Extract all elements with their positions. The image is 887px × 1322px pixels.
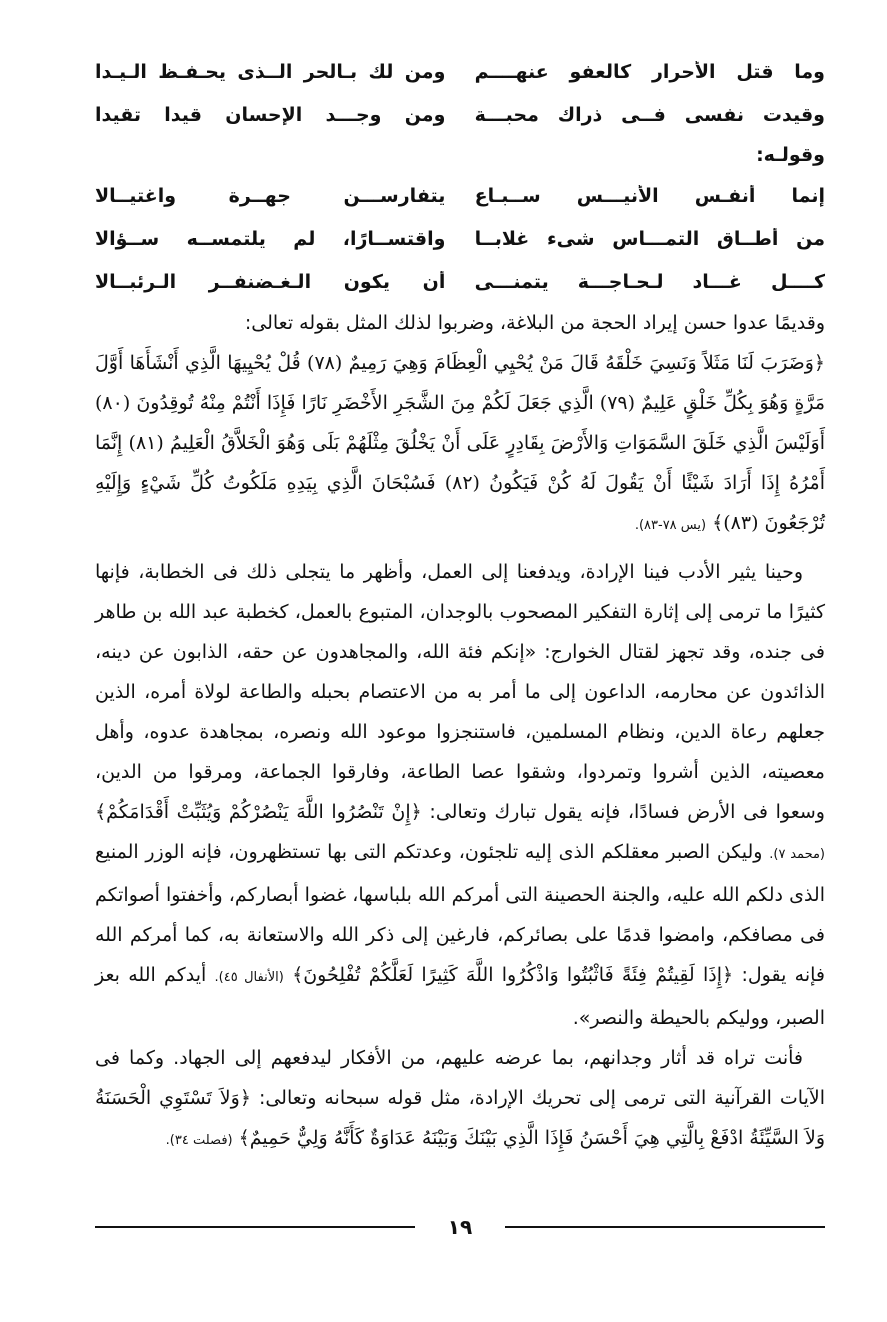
poem-block-2 [95, 174, 825, 303]
verse-first-hemistich: من أطــاق التمـــاس شىء غلابــا [474, 227, 825, 250]
verse-second-hemistich: يتفارســـن جهــرة واغتيــالا [95, 184, 446, 207]
footer-rule-right [505, 1226, 825, 1228]
verse-second-hemistich: ومن لك بـالحر الــذى يحـفـظ الـيـدا [95, 60, 446, 83]
verse-second-hemistich: واقتســارًا، لم يلتمســه ســؤالا [95, 227, 446, 250]
poem-verse [95, 260, 825, 303]
poem-verse [95, 93, 825, 136]
verse-second-hemistich: أن يكون الـغـضنفــر الـرئبــالا [95, 270, 446, 293]
paragraph-text: وحينا يثير الأدب فينا الإرادة، ويدفعنا إلى العمل، وأظهر ما يتجلى ذلك فى الخطابة، فإنها كثيرًا ما ترمى إلى إثارة التفكير المصحوب بالوجدان، المتبوع بالعمل، كخطبة عبد الله بن طاهر فى جنده، وقد تجهز لقتال الخوارج: «إنكم فئة الله، والمجاهدون عن حقه، الذابون عن دينه، الذائدون عن محارمه، الداعون إلى ما أمر به من الاعتصام بحبله والطاعة لولاة أمره، الذين جعلهم رعاة الدين، ونظام المسلمين، فاستنجزوا موعود الله ونصره، بمجاهدة عدوه، وأهل معصيته، الذين أشروا وتمردوا، وشقوا عصا الطاعة، وفارقوا الجماعة، ومرقوا من الدين، وسعوا فى الأرض فسادًا، فإنه يقول تبارك وتعالى: [95, 561, 825, 823]
paragraph-text: وقديمًا عدوا حسن إيراد الحجة من البلاغة، وضربوا لذلك المثل بقوله تعالى: [244, 312, 825, 334]
page-number: ١٩ [447, 1215, 473, 1239]
poem-intro: وقولـه: [756, 144, 825, 166]
quran-text: ﴿وَضَرَبَ لَنَا مَثَلاً وَنَسِيَ خَلْقَهُ قَالَ مَنْ يُحْيِي الْعِظَامَ وَهِيَ رَمِيمٌ (٧٨) قُلْ يُحْيِيهَا الَّذِي أَنْشَأَهَا أَوَّلَ مَرَّةٍ وَهُوَ بِكُلِّ خَلْقٍ عَلِيمٌ (٧٩) الَّذِي جَعَلَ لَكُمْ مِنَ الشَّجَرِ الأَخْضَرِ نَارًا فَإِذَا أَنْتُمْ مِنْهُ تُوقِدُونَ (٨٠) أَوَلَيْسَ الَّذِي خَلَقَ السَّمَوَاتِ وَالأَرْضَ بِقَادِرٍ عَلَى أَنْ يَخْلُقَ مِثْلَهُمْ بَلَى وَهُوَ الْخَلاَّقُ الْعَلِيمُ (٨١) إِنَّمَا أَمْرُهُ إِذَا أَرَادَ شَيْئًا أَنْ يَقُولَ لَهُ كُنْ فَيَكُونُ (٨٢) فَسُبْحَانَ الَّذِي بِيَدِهِ مَلَكُوتُ كُلِّ شَيْءٍ وَإِلَيْهِ تُرْجَعُونَ (٨٣)﴾ [95, 352, 826, 534]
poem-verse [95, 217, 825, 260]
quran-reference: (الأنفال ٤٥). [214, 970, 284, 985]
poem-verse [95, 174, 825, 217]
quran-text: ﴿إِنْ تَنْصُرُوا اللَّهَ يَنْصُرْكُمْ وَيُثَبِّتْ أَقْدَامَكُمْ﴾ [95, 801, 422, 823]
page-footer [95, 1212, 825, 1242]
paragraph-argument [95, 303, 825, 343]
verse-first-hemistich: وقيدت نفسى فــى ذراك محبـــة [474, 103, 825, 126]
quran-text: ﴿وَلاَ تَسْتَوِي الْحَسَنَةُ وَلاَ السَّيِّئَةُ ادْفَعْ بِالَّتِي هِيَ أَحْسَنُ فَإِذَا الَّذِي بَيْنَكَ وَبَيْنَهُ عَدَاوَةٌ كَأَنَّهُ وَلِيٌّ حَمِيمٌ﴾ [95, 1087, 825, 1149]
quran-reference: (محمد ٧). [769, 847, 826, 862]
verse-first-hemistich: وما قتل الأحرار كالعفو عنهــــم [474, 60, 825, 83]
page-body [95, 50, 825, 1161]
poem-block-1 [95, 50, 825, 136]
verse-first-hemistich: إنما أنفـس الأنيـــس ســبـاع [474, 184, 825, 207]
verse-second-hemistich: ومن وجـــد الإحسان قيدا تقيدا [95, 103, 446, 126]
paragraph-conclusion [95, 1038, 825, 1161]
quran-quote-yasin [95, 343, 825, 546]
quran-reference: (فصلت ٣٤). [165, 1133, 233, 1148]
poem-verse [95, 50, 825, 93]
quran-text: ﴿إِذَا لَقِيتُمْ فِئَةً فَاثْبُتُوا وَاذْكُرُوا اللَّهَ كَثِيرًا لَعَلَّكُمْ تُفْلِحُونَ﴾ [292, 964, 734, 986]
paragraph-sermon [95, 552, 825, 1038]
footer-rule-left [95, 1226, 415, 1228]
quran-reference: (يس ٧٨-٨٣). [634, 518, 707, 533]
paragraph-text: وليكن الصبر معقلكم الذى إليه تلجئون، وعدتكم التى بها تستظهرون، فإنه الوزر المنيع الذى دلكم الله عليه، والجنة الحصينة التى أمركم الله بلباسها، غضوا أبصاركم، وأخفتوا أصواتكم فى مصافكم، وامضوا قدمًا على بصائركم، فارغين إلى ذكر الله والاستعانة به، كما أمركم الله فإنه يقول: [95, 841, 825, 986]
paragraph-text: فأنت تراه قد أثار وجدانهم، بما عرضه عليهم، من الأفكار ليدفعهم إلى الجهاد. وكما فى الآيات القرآنية التى ترمى إلى تحريك الإرادة، مثل قوله سبحانه وتعالى: [95, 1047, 825, 1109]
verse-first-hemistich: كــــل غـــاد لـحـاجـــة يتمنـــى [474, 270, 825, 293]
paragraph-text: أيدكم الله بعز الصبر، ووليكم بالحيطة والنصر». [95, 964, 825, 1029]
